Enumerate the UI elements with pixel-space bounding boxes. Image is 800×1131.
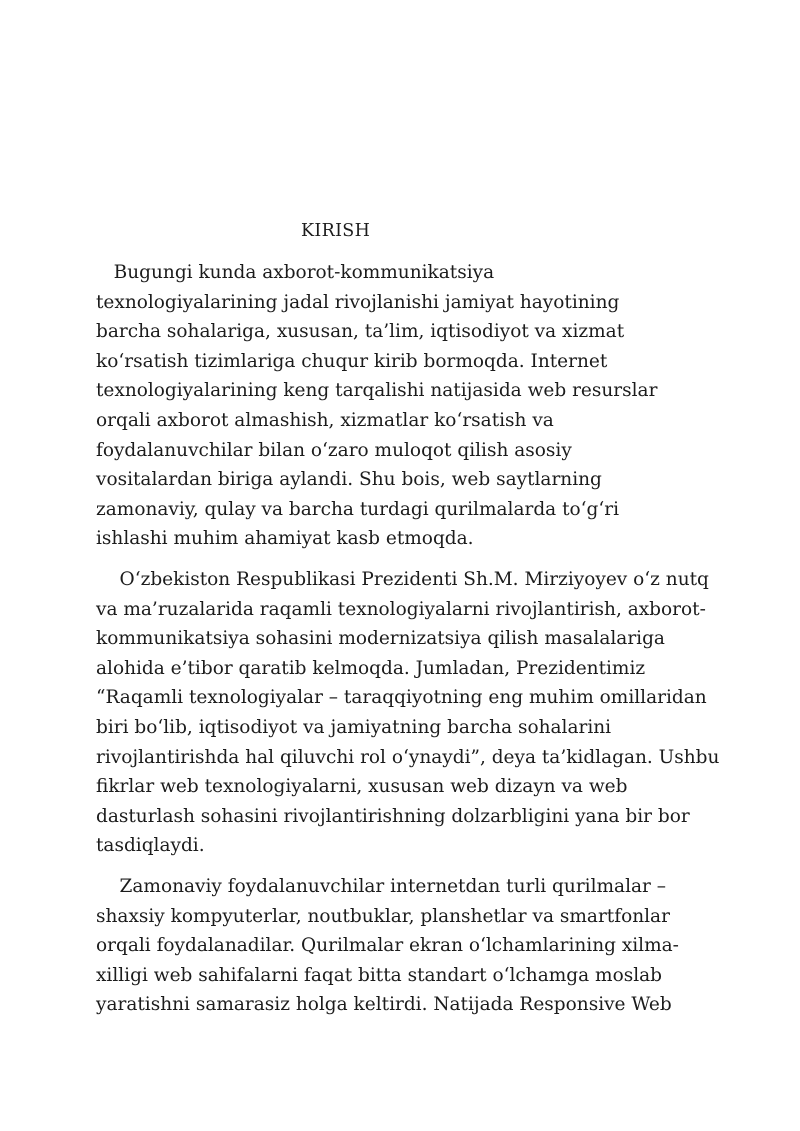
paragraph-2 bbox=[96, 565, 720, 861]
text-line: orqali axborot almashish, xizmatlar ko‘rsatish va bbox=[96, 409, 554, 431]
text-line: biri bo‘lib, iqtisodiyot va jamiyatning barcha sohalarini bbox=[96, 716, 612, 738]
text-line: vositalardan biriga aylandi. Shu bois, web saytlarning bbox=[96, 469, 602, 491]
text-line: zamonaviy, qulay va barcha turdagi qurilmalarda to‘g‘ri bbox=[96, 498, 620, 520]
text-line: yaratishni samarasiz holga keltirdi. Natijada Responsive Web bbox=[96, 994, 672, 1016]
text-line: tasdiqlaydi. bbox=[96, 835, 205, 857]
text-line: Bugungi kunda axborot-kommunikatsiya bbox=[96, 262, 495, 283]
text-line: rivojlantirishda hal qiluvchi rol o‘ynaydi”, deya ta’kidlagan. Ushbu bbox=[96, 746, 720, 768]
text-line: dasturlash sohasini rivojlantirishning dolzarbligini yana bir bor bbox=[96, 805, 690, 827]
text-line: Zamonaviy foydalanuvchilar internetdan turli qurilmalar – bbox=[96, 876, 666, 897]
text-line: shaxsiy kompyuterlar, noutbuklar, planshetlar va smartfonlar bbox=[96, 905, 670, 927]
text-line: ko‘rsatish tizimlariga chuqur kirib bormoqda. Internet bbox=[96, 350, 608, 372]
text-line: xilligi web sahifalarni faqat bitta standart o‘lchamga moslab bbox=[96, 964, 662, 986]
page-title: KIRISH bbox=[301, 221, 371, 241]
paragraph-1 bbox=[96, 258, 716, 554]
text-line: fikrlar web texnologiyalarni, xususan web dizayn va web bbox=[96, 776, 628, 798]
paragraph-3 bbox=[96, 872, 716, 1020]
text-line: texnologiyalarining jadal rivojlanishi jamiyat hayotining bbox=[96, 291, 620, 313]
text-line: orqali foydalanadilar. Qurilmalar ekran o‘lchamlarining xilma- bbox=[96, 935, 679, 957]
text-line: foydalanuvchilar bilan o‘zaro muloqot qilish asosiy bbox=[96, 439, 572, 461]
text-line: O‘zbekiston Respublikasi Prezidenti Sh.M. Mirziyoyev o‘z nutq bbox=[96, 569, 709, 590]
text-line: texnologiyalarining keng tarqalishi natijasida web resurslar bbox=[96, 380, 658, 402]
text-line: kommunikatsiya sohasini modernizatsiya qilish masalalariga bbox=[96, 628, 665, 650]
text-line: “Raqamli texnologiyalar – taraqqiyotning eng muhim omillaridan bbox=[96, 687, 707, 709]
text-line: alohida e’tibor qaratib kelmoqda. Jumladan, Prezidentimiz bbox=[96, 657, 646, 679]
text-line: va ma’ruzalarida raqamli texnologiyalarni rivojlantirish, axborot- bbox=[96, 598, 706, 620]
text-line: barcha sohalariga, xususan, ta’lim, iqtisodiyot va xizmat bbox=[96, 321, 625, 343]
text-line: ishlashi muhim ahamiyat kasb etmoqda. bbox=[96, 528, 474, 550]
